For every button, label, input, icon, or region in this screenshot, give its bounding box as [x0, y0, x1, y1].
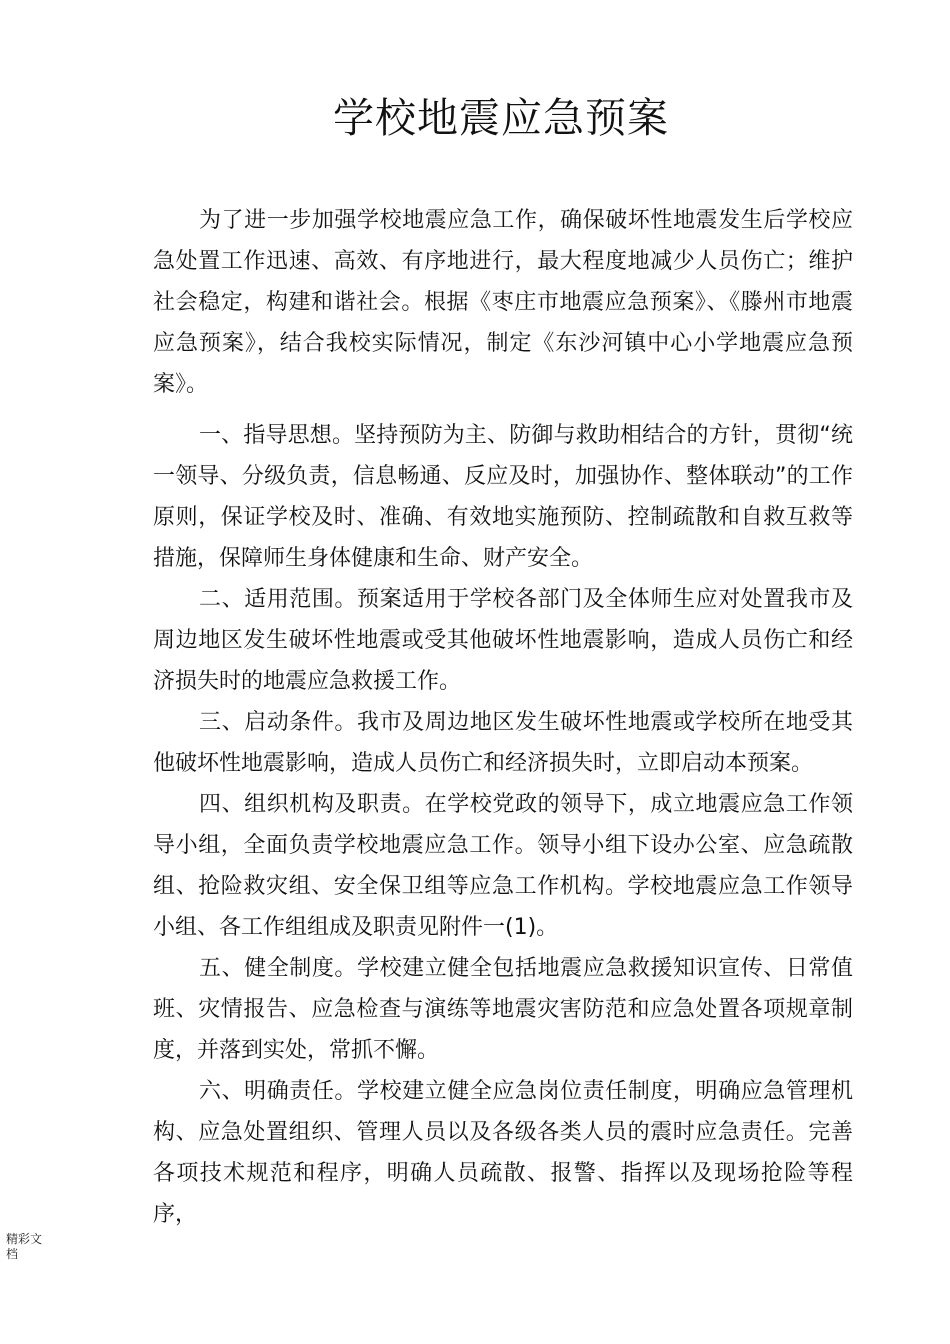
paragraph-organization: 四、组织机构及职责。在学校党政的领导下，成立地震应急工作领导小组，全面负责学校地震应急工作。领导小组下设办公室、应急疏散组、抢险救灾组、安全保卫组等应急工作机构。学校地震应急工作领导小组、各工作组组成及职责见附件一(1)。	[153, 792, 853, 940]
paragraph-regulations: 五、健全制度。学校建立健全包括地震应急救援知识宣传、日常值班、灾情报告、应急检查与演练等地震灾害防范和应急处置各项规章制度，并落到实处，常抓不懈。	[153, 956, 853, 1063]
document-body	[153, 200, 853, 1235]
footer-note: 精彩文档	[6, 1232, 43, 1261]
paragraph-activation-conditions: 三、启动条件。我市及周边地区发生破坏性地震或学校所在地受其他破坏性地震影响，造成人员伤亡和经济损失时，立即启动本预案。	[153, 710, 853, 776]
paragraph-intro: 为了进一步加强学校地震应急工作，确保破坏性地震发生后学校应急处置工作迅速、高效、有序地进行，最大程度地减少人员伤亡；维护社会稳定，构建和谐社会。根据《枣庄市地震应急预案》、《滕州市地震应急预案》，结合我校实际情况，制定《东沙河镇中心小学地震应急预案》。	[153, 208, 853, 397]
paragraph-guiding-ideology: 一、指导思想。坚持预防为主、防御与救助相结合的方针，贯彻“统一领导、分级负责，信息畅通、反应及时，加强协作、整体联动”的工作原则，保证学校及时、准确、有效地实施预防、控制疏散和自救互救等措施，保障师生身体健康和生命、财产安全。	[153, 423, 853, 571]
paragraph-scope: 二、适用范围。预案适用于学校各部门及全体师生应对处置我市及周边地区发生破坏性地震或受其他破坏性地震影响，造成人员伤亡和经济损失时的地震应急救援工作。	[153, 587, 853, 694]
paragraph-responsibilities: 六、明确责任。学校建立健全应急岗位责任制度，明确应急管理机构、应急处置组织、管理人员以及各级各类人员的震时应急责任。完善各项技术规范和程序，明确人员疏散、报警、指挥以及现场抢险等程序，	[153, 1079, 853, 1227]
document-title: 学校地震应急预案	[333, 94, 669, 142]
